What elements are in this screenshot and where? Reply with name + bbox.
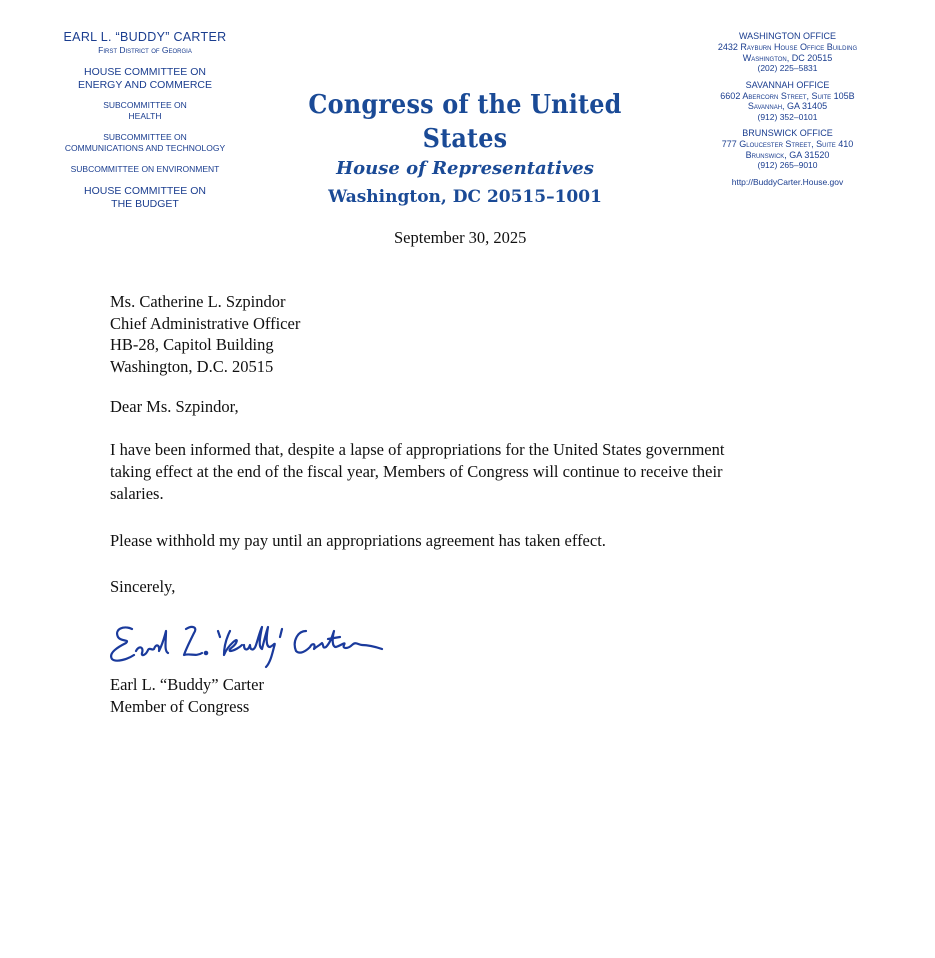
masthead-city: Washington, DC 20515–1001 [328,187,602,207]
recipient-street: HB-28, Capitol Building [110,335,274,354]
office-phone: (912) 265–9010 [757,160,818,170]
office-savannah [700,80,875,123]
body-paragraph-1 [110,439,820,505]
signature-block [110,674,820,718]
body-line: I have been informed that, despite a lapse of appropriations for the United States government [110,440,725,459]
recipient-address [110,291,300,377]
recipient-name: Ms. Catherine L. Szpindor [110,292,286,311]
signer-name: Earl L. “Buddy” Carter [110,675,264,694]
body-line: taking effect at the end of the fiscal year, Members of Congress will continue to receive their [110,462,723,481]
closing: Sincerely, [110,577,176,596]
committee-line: THE BUDGET [111,197,179,210]
office-city: Brunswick, GA 31520 [745,149,830,160]
subcommittee-environment [40,164,250,175]
masthead [255,88,675,212]
committee-energy-commerce [40,66,250,91]
committee-line: SUBCOMMITTEE ON ENVIRONMENT [70,164,220,174]
committee-line: SUBCOMMITTEE ON [103,132,187,142]
committee-line: ENERGY AND COMMERCE [78,78,212,91]
committee-line: HOUSE COMMITTEE ON [84,185,206,197]
body-line: salaries. [110,484,164,503]
committee-line: HEALTH [128,111,162,121]
letter-date: September 30, 2025 [394,228,527,247]
office-column [700,31,875,187]
subcommittee-communications [40,132,250,154]
office-name: SAVANNAH OFFICE [745,79,830,90]
office-address: 6602 Abercorn Street, Suite 105B [720,90,855,101]
handwritten-signature [106,617,386,672]
office-city: Savannah, GA 31405 [747,101,828,111]
signer-title: Member of Congress [110,697,250,716]
body-paragraph-2: Please withhold my pay until an appropriations agreement has taken effect. [110,531,606,550]
office-name: WASHINGTON OFFICE [738,31,836,41]
website-link[interactable]: http://BuddyCarter.House.gov [731,176,844,187]
office-address: 2432 Rayburn House Office Building [717,42,858,52]
committee-line: SUBCOMMITTEE ON [103,100,187,110]
committee-line: COMMUNICATIONS AND TECHNOLOGY [64,143,226,153]
subcommittee-health [40,100,250,122]
masthead-subtitle: House of Representatives [336,158,594,179]
office-name: BRUNSWICK OFFICE [742,128,833,138]
recipient-title: Chief Administrative Officer [110,313,301,333]
office-address: 777 Gloucester Street, Suite 410 [721,139,854,149]
member-name: EARL L. “BUDDY” CARTER [63,30,227,44]
office-washington [700,31,875,74]
office-phone: (202) 225–5831 [757,63,818,73]
committee-line: HOUSE COMMITTEE ON [84,66,206,78]
committee-budget [40,185,250,210]
salutation: Dear Ms. Szpindor, [110,397,239,416]
office-brunswick [700,128,875,171]
district: First District of Georgia [98,45,192,55]
masthead-title: Congress of the United States [308,90,622,154]
office-phone: (912) 352–0101 [757,111,818,122]
office-city: Washington, DC 20515 [742,52,833,63]
committee-column [40,30,250,219]
recipient-city: Washington, D.C. 20515 [110,356,274,376]
